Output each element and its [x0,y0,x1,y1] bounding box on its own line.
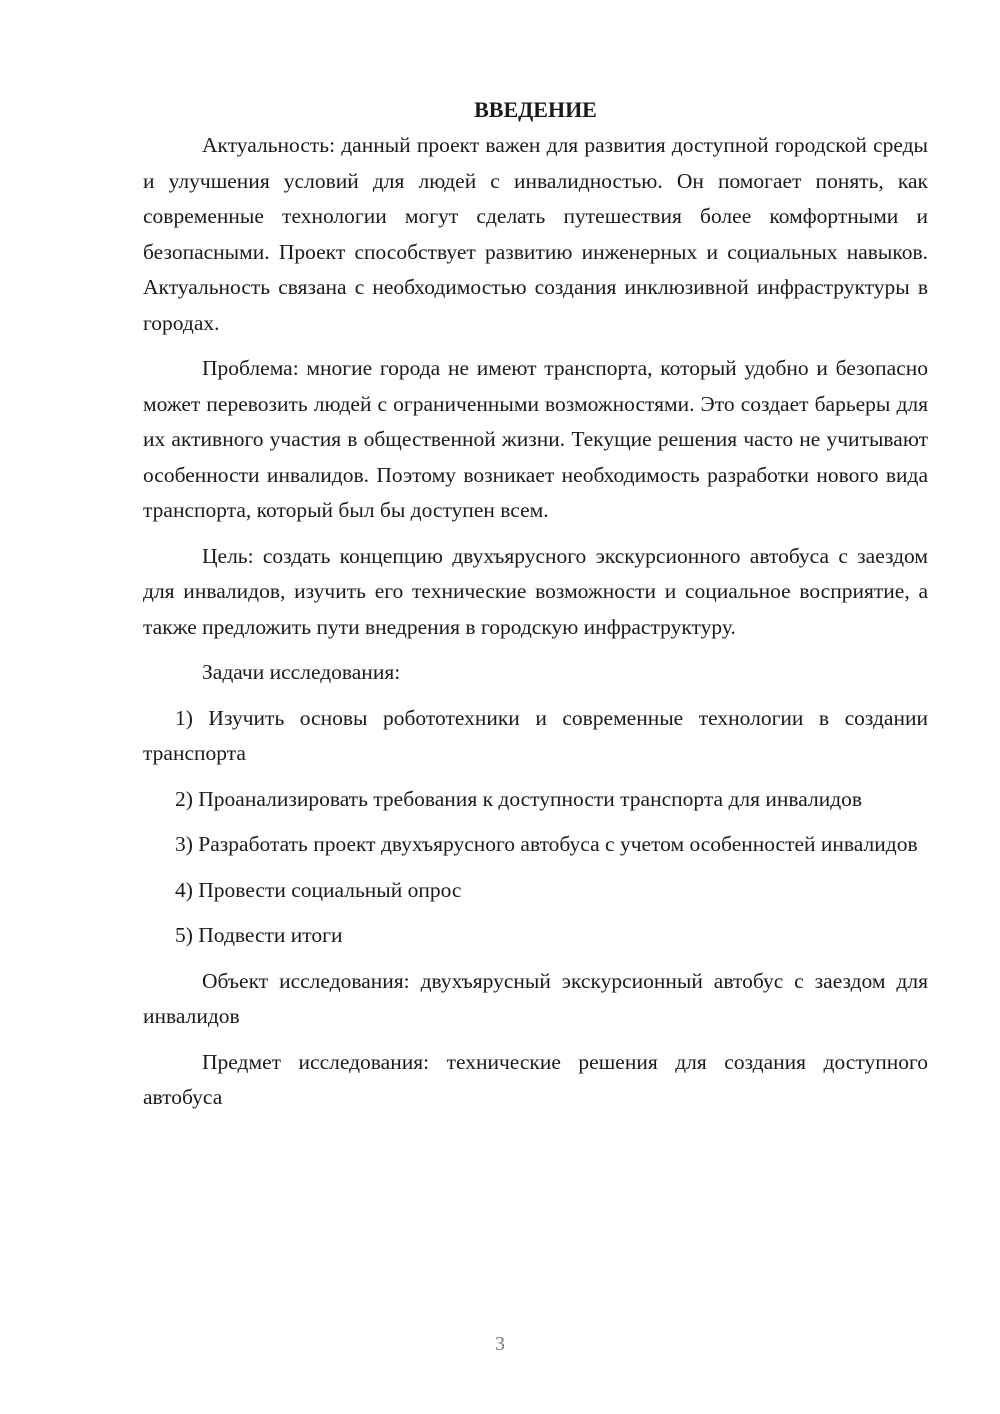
task-item: 4) Провести социальный опрос [175,877,462,902]
task-item: 3) Разработать проект двухъярусного автобуса с учетом особенностей инвалидов [175,832,918,856]
task-item: 1) Изучить основы робототехники и современные технологии в создании транспорта [143,705,928,765]
page-title: ВВЕДЕНИЕ [474,97,597,122]
tasks-list [143,701,928,954]
goal-paragraph: Цель: создать концепцию двухъярусного экскурсионного автобуса с заездом для инвалидов, изучить его технические возможности и социальное восприятие, а также предложить пути внедрения в городскую инфраструктуру. [143,543,928,639]
subject-paragraph: Предмет исследования: технические решения для создания доступного автобуса [143,1049,928,1109]
tasks-heading: Задачи исследования: [202,660,401,684]
relevance-paragraph: Актуальность: данный проект важен для развития доступной городской среды и улучшения условий для людей с инвалидностью. Он помогает понять, как современные технологии могут сделать путешествия более комфортными и безопасными. Проект способствует развитию инженерных и социальных навыков. Актуальность связана с необходимостью создания инклюзивной инфраструктуры в городах. [143,133,928,335]
task-item: 2) Проанализировать требования к доступности транспорта для инвалидов [175,786,863,811]
problem-paragraph: Проблема: многие города не имеют транспорта, который удобно и безопасно может перевозить людей с ограниченными возможностями. Это создает барьеры для их активного участия в общественной жизни. Текущие решения часто не учитывают особенности инвалидов. Поэтому возникает необходимость разработки нового вида транспорта, который был бы доступен всем. [143,356,928,522]
task-item: 5) Подвести итоги [175,923,343,947]
object-paragraph: Объект исследования: двухъярусный экскурсионный автобус с заездом для инвалидов [143,968,928,1028]
page-number: 3 [495,1333,505,1355]
document-page [143,92,928,1126]
